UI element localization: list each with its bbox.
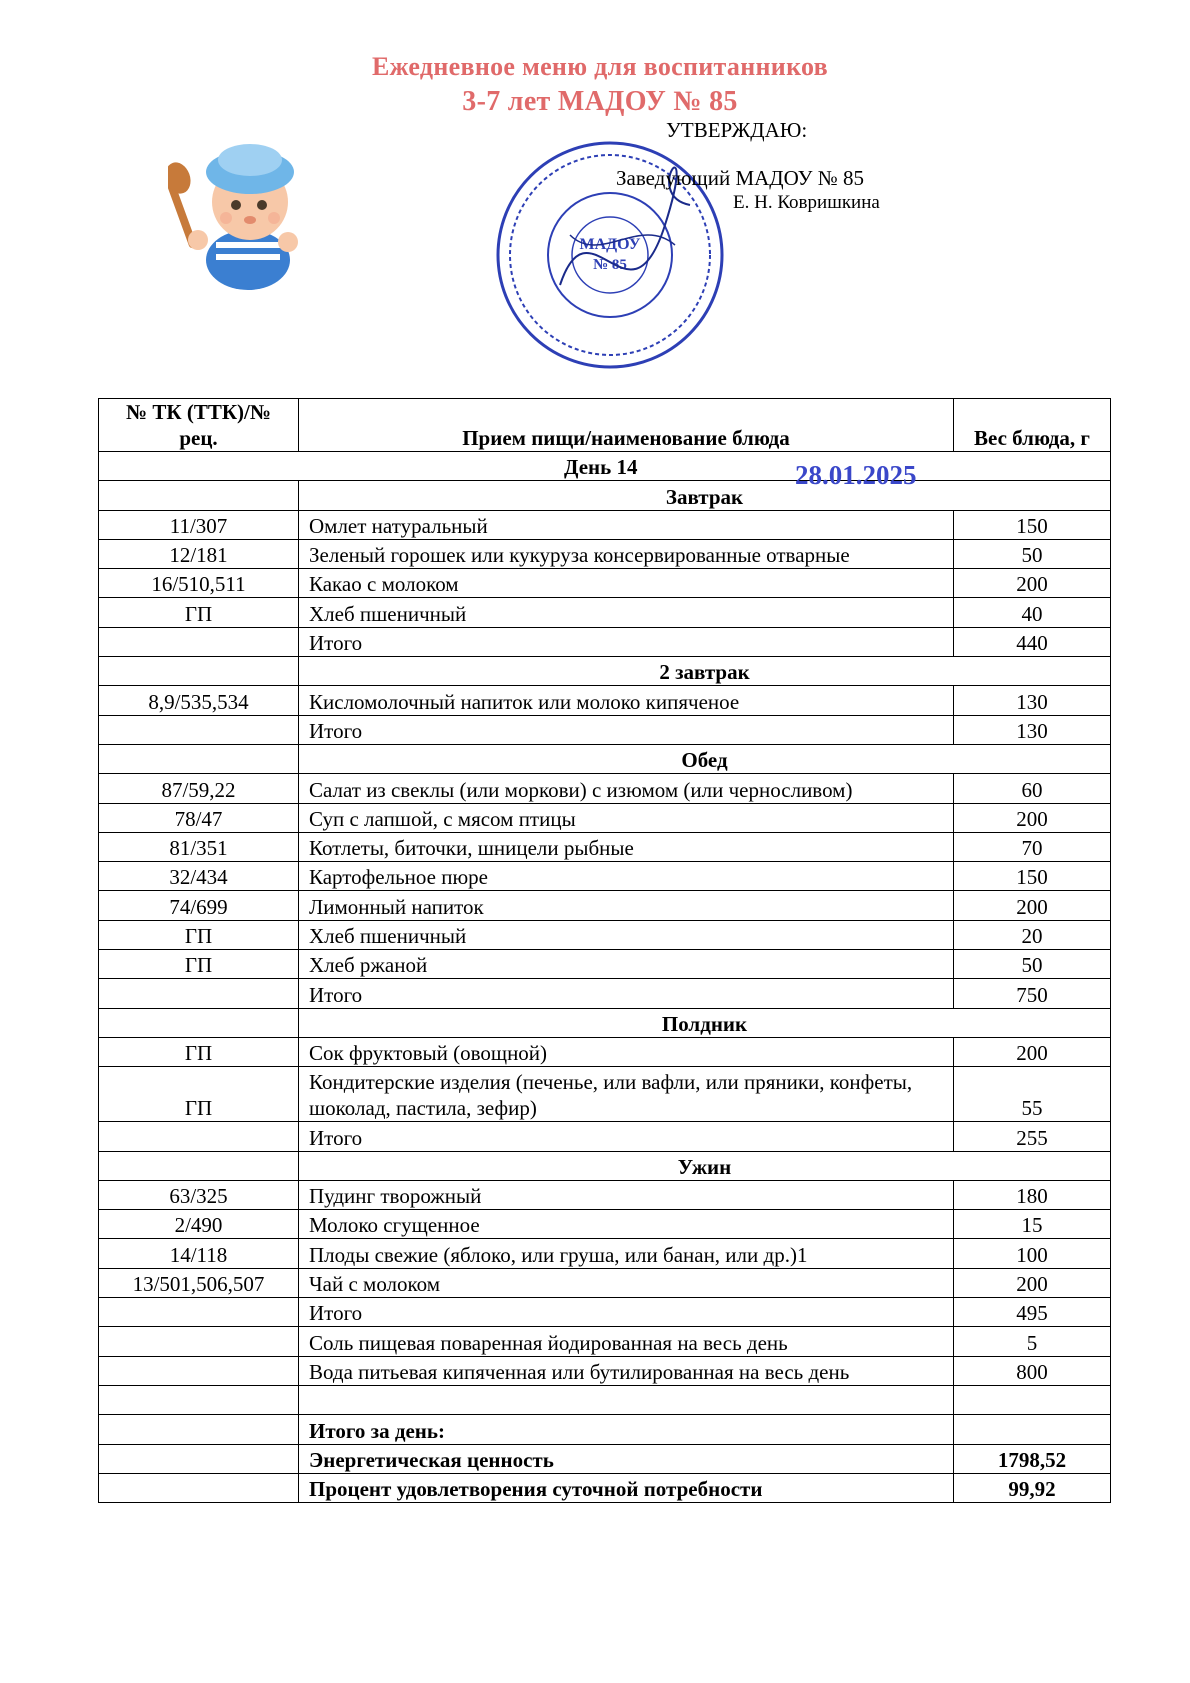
dish-name-cell: Итого [299,627,954,656]
empty-row [99,1385,1111,1414]
table-row [99,539,1111,568]
section-title: Завтрак [299,481,1111,510]
dish-name-cell: Котлеты, биточки, шницели рыбные [299,832,954,861]
section-title: 2 завтрак [299,657,1111,686]
recipe-code-cell: ГП [99,950,299,979]
percent-value: 99,92 [954,1473,1111,1502]
recipe-code-cell: 78/47 [99,803,299,832]
dish-name-cell: Картофельное пюре [299,862,954,891]
dish-name-cell: Вода питьевая кипяченная или бутилированная на весь день [299,1356,954,1385]
table-row [99,686,1111,715]
approver-name: Е. Н. Ковришкина [733,192,880,213]
dish-name-cell: Хлеб пшеничный [299,598,954,627]
recipe-code-cell: ГП [99,920,299,949]
empty-cell [99,1385,299,1414]
recipe-code-cell: 74/699 [99,891,299,920]
table-row [99,715,1111,744]
dish-name-cell: Молоко сгущенное [299,1210,954,1239]
table-row [99,510,1111,539]
approver-position: Заведующий МАДОУ № 85 [616,166,865,190]
recipe-code-cell: 32/434 [99,862,299,891]
summary-value-empty [954,1415,1111,1444]
percent-label: Процент удовлетворения суточной потребности [299,1473,954,1502]
summary-row [99,1415,1111,1444]
dish-name-cell: Итого [299,1122,954,1151]
table-row [99,950,1111,979]
dish-name-cell: Сок фруктовый (овощной) [299,1037,954,1066]
recipe-code-cell: 13/501,506,507 [99,1268,299,1297]
weight-cell: 495 [954,1298,1111,1327]
table-row [99,1067,1111,1122]
summary-empty-cell [99,1473,299,1502]
section-title: Полдник [299,1008,1111,1037]
day-label: День 14 [564,455,638,480]
table-row [99,803,1111,832]
table-row [99,1268,1111,1297]
recipe-code-cell: ГП [99,1037,299,1066]
dish-name-cell: Какао с молоком [299,569,954,598]
weight-cell: 150 [954,510,1111,539]
dish-name-cell: Суп с лапшой, с мясом птицы [299,803,954,832]
day-total-label: Итого за день: [299,1415,954,1444]
weight-cell: 50 [954,950,1111,979]
dish-name-cell: Хлеб пшеничный [299,920,954,949]
weight-cell: 255 [954,1122,1111,1151]
dish-name-cell: Плоды свежие (яблоко, или груша, или банан, или др.)1 [299,1239,954,1268]
dish-name-cell: Кондитерские изделия (печенье, или вафли, или пряники, конфеты, шоколад, пастила, зефир) [299,1067,954,1122]
recipe-code-cell: ГП [99,1067,299,1122]
table-row [99,1122,1111,1151]
summary-empty-cell [99,1444,299,1473]
dish-name-cell: Омлет натуральный [299,510,954,539]
recipe-code-cell: 87/59,22 [99,774,299,803]
dish-name-cell: Зеленый горошек или кукуруза консервированные отварные [299,539,954,568]
dish-name-cell: Итого [299,979,954,1008]
weight-cell: 800 [954,1356,1111,1385]
weight-cell: 130 [954,686,1111,715]
section-row-breakfast2 [99,657,1111,686]
recipe-code-cell [99,1356,299,1385]
recipe-code-cell: 63/325 [99,1180,299,1209]
section-title: Ужин [299,1151,1111,1180]
recipe-code-cell [99,715,299,744]
day-row [99,452,1111,481]
section-row-lunch [99,744,1111,773]
weight-cell: 5 [954,1327,1111,1356]
table-row [99,979,1111,1008]
recipe-code-cell [99,979,299,1008]
recipe-code-cell: 8,9/535,534 [99,686,299,715]
recipe-code-cell: 16/510,511 [99,569,299,598]
child-cook-mascot-illustration [168,130,318,290]
approval-heading: УТВЕРЖДАЮ: [666,118,808,142]
table-row [99,1180,1111,1209]
weight-cell: 15 [954,1210,1111,1239]
weight-cell: 100 [954,1239,1111,1268]
section-empty-cell [99,744,299,773]
section-title: Обед [299,744,1111,773]
empty-cell [954,1385,1111,1414]
dish-name-cell: Итого [299,715,954,744]
dish-name-cell: Итого [299,1298,954,1327]
weight-cell: 70 [954,832,1111,861]
recipe-code-cell: ГП [99,598,299,627]
stamp-center-text-2: № 85 [593,257,627,273]
dish-name-cell: Соль пищевая поваренная йодированная на весь день [299,1327,954,1356]
table-row [99,569,1111,598]
table-header-row [99,399,1111,452]
header-dish-name: Прием пищи/наименование блюда [299,399,954,452]
summary-row [99,1444,1111,1473]
section-row-dinner [99,1151,1111,1180]
weight-cell: 20 [954,920,1111,949]
weight-cell: 750 [954,979,1111,1008]
dish-name-cell: Салат из свеклы (или моркови) с изюмом (или черносливом) [299,774,954,803]
table-row [99,1356,1111,1385]
energy-value: 1798,52 [954,1444,1111,1473]
header-weight: Вес блюда, г [954,399,1111,452]
section-empty-cell [99,481,299,510]
weight-cell: 200 [954,569,1111,598]
dish-name-cell: Кисломолочный напиток или молоко кипяченое [299,686,954,715]
summary-row [99,1473,1111,1502]
recipe-code-cell: 14/118 [99,1239,299,1268]
header-recipe-number: № ТК (ТТК)/№ рец. [99,399,299,452]
dish-name-cell: Чай с молоком [299,1268,954,1297]
dish-name-cell: Пудинг творожный [299,1180,954,1209]
recipe-code-cell [99,1122,299,1151]
section-empty-cell [99,1008,299,1037]
recipe-code-cell: 81/351 [99,832,299,861]
table-row [99,598,1111,627]
table-row [99,891,1111,920]
stamp-center-text-1: МАДОУ [579,236,641,253]
energy-label: Энергетическая ценность [299,1444,954,1473]
table-row [99,920,1111,949]
recipe-code-cell: 2/490 [99,1210,299,1239]
weight-cell: 200 [954,803,1111,832]
weight-cell: 40 [954,598,1111,627]
table-row [99,1327,1111,1356]
section-empty-cell [99,1151,299,1180]
empty-cell [299,1385,954,1414]
day-date: 28.01.2025 [795,460,917,491]
table-row [99,832,1111,861]
weight-cell: 50 [954,539,1111,568]
recipe-code-cell: 12/181 [99,539,299,568]
weight-cell: 200 [954,891,1111,920]
weight-cell: 200 [954,1268,1111,1297]
menu-title-line1: Ежедневное меню для воспитанников [371,52,828,81]
section-empty-cell [99,657,299,686]
table-row [99,1037,1111,1066]
dish-name-cell: Хлеб ржаной [299,950,954,979]
recipe-code-cell [99,627,299,656]
summary-empty-cell [99,1415,299,1444]
dish-name-cell: Лимонный напиток [299,891,954,920]
menu-title-line2: 3-7 лет МАДОУ № 85 [462,86,738,117]
recipe-code-cell [99,1327,299,1356]
table-row [99,774,1111,803]
section-row-breakfast [99,481,1111,510]
recipe-code-cell [99,1298,299,1327]
table-row [99,1298,1111,1327]
weight-cell: 180 [954,1180,1111,1209]
table-row [99,862,1111,891]
table-row [99,627,1111,656]
daily-menu-table [98,398,1111,1503]
table-row [99,1239,1111,1268]
table-row [99,1210,1111,1239]
weight-cell: 130 [954,715,1111,744]
recipe-code-cell: 11/307 [99,510,299,539]
weight-cell: 55 [954,1067,1111,1122]
weight-cell: 200 [954,1037,1111,1066]
section-row-snack [99,1008,1111,1037]
weight-cell: 60 [954,774,1111,803]
weight-cell: 150 [954,862,1111,891]
weight-cell: 440 [954,627,1111,656]
